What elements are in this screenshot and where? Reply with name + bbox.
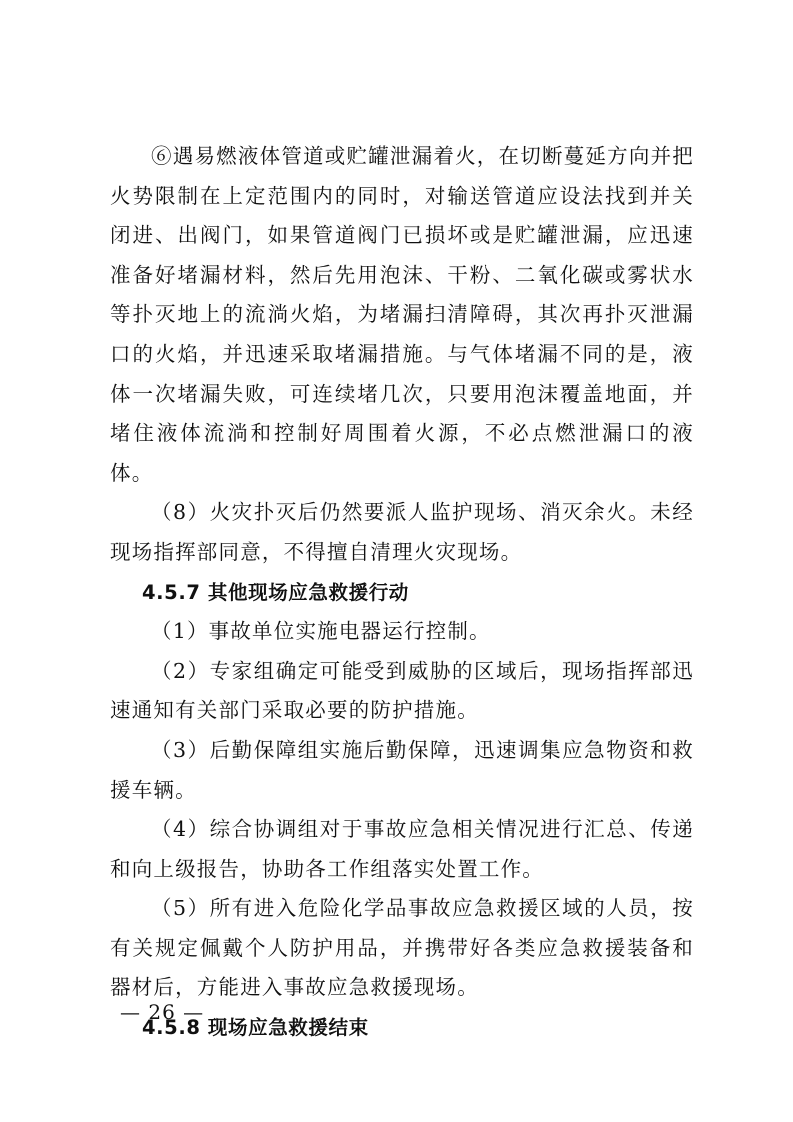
paragraph-item-5: （5）所有进入危险化学品事故应急救援区域的人员，按有关规定佩戴个人防护用品，并携带好各类应急救援装备和器材后，方能进入事故应急救援现场。 — [110, 896, 694, 1000]
page-number: — 26 — — [120, 1000, 205, 1024]
section-heading-4-5-7: 4.5.7 其他现场应急救援行动 — [142, 580, 409, 604]
paragraph-item-4: （4）综合协调组对于事故应急相关情况进行汇总、传递和向上级报告，协助各工作组落实处置工作。 — [110, 817, 694, 881]
section-heading-4-5-8: 4.5.8 现场应急救援结束 — [142, 1016, 369, 1040]
paragraph-leak-fire: ⑥遇易燃液体管道或贮罐泄漏着火，在切断蔓延方向并把火势限制在上定范围内的同时，对输送管道应设法找到并关闭进、出阀门，如果管道阀门已损坏或是贮罐泄漏，应迅速准备好堵漏材料，然后先用泡沫、干粉、二氧化碳或雾状水等扑灭地上的流淌火焰，为堵漏扫清障碍，其次再扑灭泄漏口的火焰，并迅速采取堵漏措施。与气体堵漏不同的是，液体一次堵漏失败，可连续堵几次，只要用泡沫覆盖地面，并堵住液体流淌和控制好周围着火源，不必点燃泄漏口的液体。 — [110, 144, 694, 485]
paragraph-item-1: （1）事故单位实施电器运行控制。 — [151, 619, 491, 644]
paragraph-item-8: （8）火灾扑灭后仍然要派人监护现场、消灭余火。未经现场指挥部同意，不得擅自清理火灾现场。 — [110, 500, 694, 564]
paragraph-item-3: （3）后勤保障组实施后勤保障，迅速调集应急物资和救援车辆。 — [110, 737, 694, 802]
document-body — [110, 137, 694, 1048]
paragraph-item-2: （2）专家组确定可能受到威胁的区域后，现场指挥部迅速通知有关部门采取必要的防护措施。 — [110, 658, 694, 723]
